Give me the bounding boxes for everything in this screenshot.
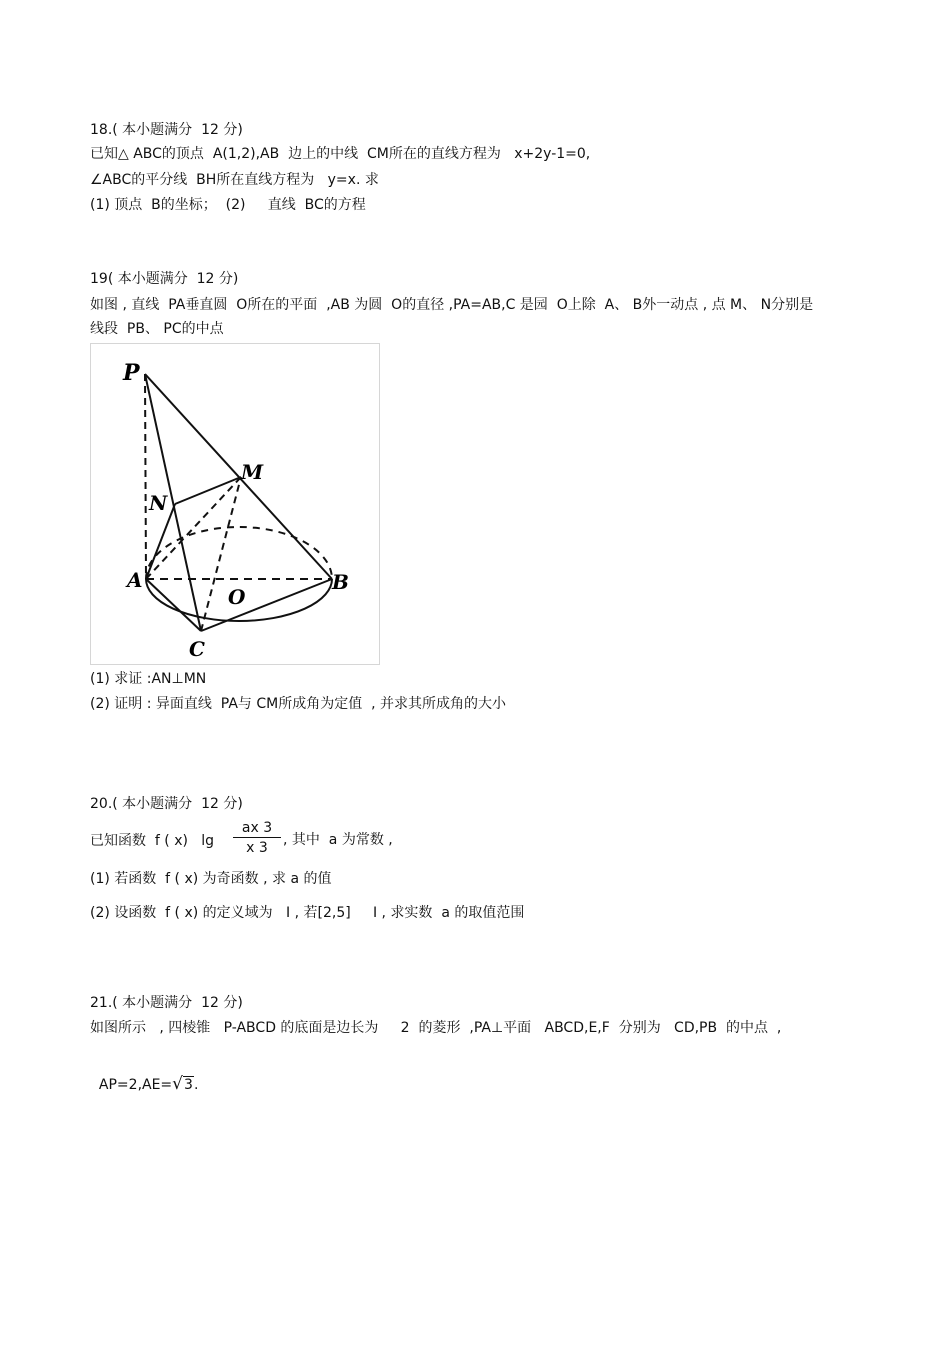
q21-title: 21.( 本小题满分 12 分)	[90, 995, 243, 1011]
fraction-numerator: ax 3	[233, 820, 281, 838]
label-o: O	[228, 585, 246, 609]
q21-line2-prefix: AP=2,AE=	[98, 1077, 173, 1093]
sqrt-argument: 3	[184, 1077, 193, 1093]
label-b: B	[332, 570, 349, 594]
q18-title: 18.( 本小题满分 12 分)	[90, 122, 243, 138]
sqrt-expression	[172, 1075, 194, 1094]
label-p: P	[123, 360, 140, 386]
q19-part1: (1) 求证 :AN⊥MN	[90, 671, 207, 687]
pyramid-diagram	[91, 344, 379, 664]
geometry-figure	[90, 343, 380, 665]
circle-back-arc	[146, 527, 332, 579]
q18-line2: ∠ABC的平分线 BH所在直线方程为 y=x. 求	[90, 172, 379, 188]
label-n: N	[149, 491, 168, 515]
q21-line2-suffix: .	[193, 1077, 199, 1093]
q20-intro-prefix: 已知函数 f ( x) lg	[90, 833, 215, 849]
q20-intro-suffix: , 其中 a 为常数 ,	[283, 832, 393, 848]
q19-part2: (2) 证明 : 异面直线 PA与 CM所成角为定值 , 并求其所成角的大小	[90, 696, 507, 712]
segment-nm	[175, 477, 241, 504]
label-a: A	[127, 568, 143, 592]
q21-line1: 如图所示 , 四棱锥 P-ABCD 的底面是边长为 2 的菱形 ,PA⊥平面 ABCD,E,F 分别为 CD,PB 的中点 ,	[90, 1020, 782, 1036]
edge-ac	[146, 579, 201, 631]
q19-title: 19( 本小题满分 12 分)	[90, 271, 239, 287]
q19-line1: 如图 , 直线 PA垂直圆 O所在的平面 ,AB 为圆 O的直径 ,PA=AB,C 是园 O上除 A、 B外一动点 , 点 M、 N分别是	[90, 297, 814, 313]
segment-an	[146, 504, 175, 579]
q20-part2: (2) 设函数 f ( x) 的定义域为 I , 若[2,5] I , 求实数 a 的取值范围	[90, 905, 525, 921]
q21-line2	[90, 1057, 198, 1094]
q19-line2: 线段 PB、 PC的中点	[90, 321, 224, 337]
edge-pb	[145, 374, 332, 579]
q20-part1: (1) 若函数 f ( x) 为奇函数 , 求 a 的值	[90, 871, 332, 887]
q20-fraction	[233, 820, 281, 856]
q20-title: 20.( 本小题满分 12 分)	[90, 796, 243, 812]
edge-pa	[145, 374, 146, 579]
label-c: C	[189, 637, 205, 661]
q18-line1: 已知△ ABC的顶点 A(1,2),AB 边上的中线 CM所在的直线方程为 x+2y-1=0,	[90, 146, 591, 162]
sqrt-symbol: √	[172, 1074, 184, 1094]
label-m: M	[241, 460, 264, 484]
fraction-denominator: x 3	[246, 840, 268, 856]
q18-line3: (1) 顶点 B的坐标； (2) 直线 BC的方程	[90, 197, 366, 213]
